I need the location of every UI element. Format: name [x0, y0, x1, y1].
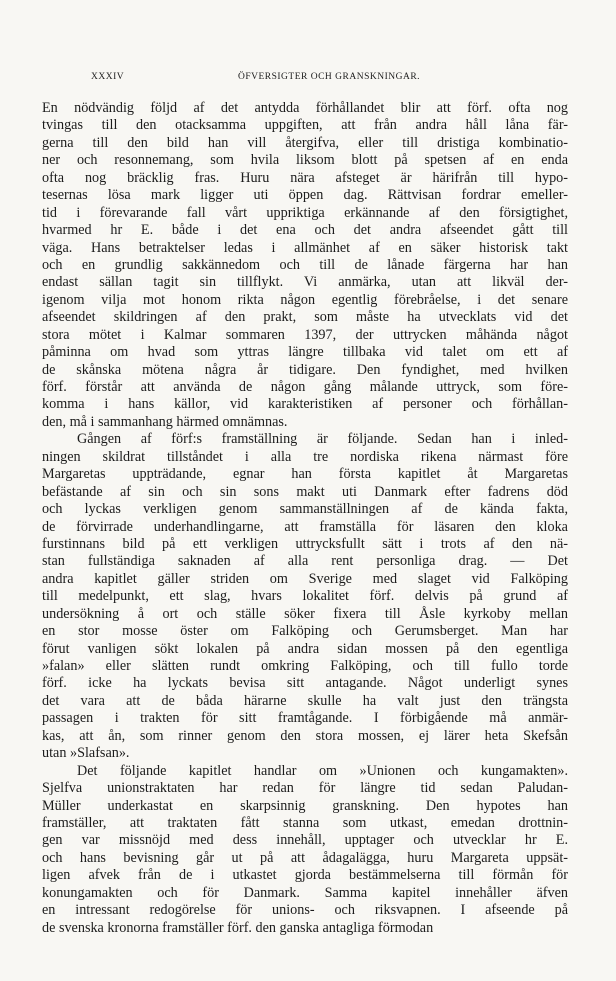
paragraph — [42, 100, 568, 431]
text-line: en intressant redogörelse för unions- och riksvapnen. I afseende på — [42, 902, 568, 919]
text-line: förf. förstår att använda de någon gång målande uttryck, som före- — [42, 379, 568, 395]
text-line: de förvirrade underhandlingarne, att framställa för läsaren den kloka — [42, 518, 568, 535]
text-line: Margaretas uppträdande, egnar han första kapitlet åt Margaretas — [42, 466, 568, 483]
text-line: och hans bevisning går ut på att ådagalägga, huru Margareta uppsät- — [42, 849, 568, 866]
text-line: tvingas till den otacksamma uppgiften, att från andra håll låna fär- — [42, 117, 568, 134]
text-line: undersökning å ort och ställe söker fixera till Åsle kyrkoby mellan — [42, 605, 568, 622]
text-line: andra kapitlet gäller striden om Sverige med slaget vid Falköping — [42, 570, 568, 587]
text-line: och en grundlig sakkännedom och till de lånade färgerna har han — [42, 256, 568, 273]
text-line: Müller underkastat en skarpsinnig granskning. Den hypotes han — [42, 797, 568, 814]
paragraph — [42, 431, 568, 762]
paragraph — [42, 763, 568, 937]
text-line: en stor mosse öster om Falköping och Gerumsberget. Man har — [42, 623, 568, 640]
text-line: gerna till den bild han vill återgifva, eller till dristiga kombinatio- — [42, 134, 568, 151]
text-line: passagen i trakten för sitt framtågande. I förbigående må anmär- — [42, 710, 568, 727]
text-line: framställer, att traktaten fått stanna som utkast, emedan drottnin- — [42, 814, 568, 831]
text-line: konungamakten och för Danmark. Samma kapitel innehåller äfven — [42, 884, 568, 901]
text-line: påminna om hvad som yttras längre tillbaka vid talet om ett af — [42, 344, 568, 361]
text-body — [42, 100, 568, 937]
text-line: och lyckas verkligen genom sammanställningen af de kända fakta, — [42, 501, 568, 518]
text-line: komma i hans källor, vid karakteristiken af personer och förhållan- — [42, 396, 568, 413]
text-line: de svenska kronorna framställer förf. den ganska antagliga förmodan — [42, 919, 434, 936]
text-line: ner och resonnemang, som hvila liksom blott på spetsen af en enda — [42, 152, 568, 169]
text-line: den, må i sammanhang härmed omnämnas. — [42, 413, 288, 430]
text-line: befästande af sin och sin sons makt uti Danmark efter fadrens död — [42, 483, 568, 500]
text-line: till medelpunkt, ett slag, hvars lokalitet förf. delvis på grund af — [42, 588, 568, 605]
text-line: En nödvändig följd af det antydda förhållandet blir att förf. ofta nog — [42, 100, 568, 116]
text-line: stora mötet i Kalmar sommaren 1397, der uttrycken måhända något — [42, 326, 568, 343]
text-line: Gången af förf:s framställning är följande. Sedan han i inled- — [77, 431, 568, 448]
text-line: gen var missnöjd med dess innehåll, upptager och utvecklar hr E. — [42, 832, 568, 849]
text-line: hvarmed hr E. både i det ena och det andra afseendet gått till — [42, 222, 568, 239]
text-line: Sjelfva unionstraktaten har redan för längre tid sedan Paludan- — [42, 780, 568, 797]
text-line: ningen skildrat tillståndet i alla tre nordiska rikena närmast före — [42, 448, 568, 465]
text-line: furstinnans bild på ett verkligen uttrycksfullt sätt i trots af den nä- — [42, 535, 568, 552]
text-line: igenom vilja mot honom rikta någon egentlig förebråelse, i det senare — [42, 291, 568, 308]
text-line: förut vanligen sökt lokalen på andra sidan mossen på den egentliga — [42, 640, 568, 657]
text-line: tid i förevarande fall vårt uppriktiga erkännande af den försigtighet, — [42, 204, 568, 221]
text-line: utan »Slafsan». — [42, 745, 130, 762]
text-line: det vara att de båda härarne skulle ha valt just den trängsta — [42, 692, 568, 709]
page-header — [91, 72, 567, 86]
text-line: Det följande kapitlet handlar om »Unionen och kungamakten». — [77, 762, 568, 779]
text-line: kas, att ån, som rinner genom den stora mossen, ej lärer heta Skefsån — [42, 727, 568, 744]
running-title: ÖFVERSIGTER OCH GRANSKNINGAR. — [237, 72, 421, 82]
text-line: väga. Hans betraktelser ledas i allmänhet af en säker historisk takt — [42, 239, 568, 256]
text-line: endast sällan tagit sin tillflykt. Vi anmärka, utan att likväl der- — [42, 274, 568, 291]
text-line: ofta nog bräcklig fras. Huru nära afsteget är härifrån till hypo- — [42, 169, 568, 186]
page-number: XXXIV — [91, 72, 125, 82]
text-line: de skånska mötena några år tidigare. Den fyndighet, med hvilken — [42, 361, 568, 378]
text-line: ligen afvek från de i utkastet gjorda bestämmelserna till förmån för — [42, 867, 568, 884]
text-line: förf. icke ha lyckats bevisa sitt antagande. Något underligt synes — [42, 675, 568, 692]
text-line: afseendet skildringen af den prakt, som måste ha utvecklats vid det — [42, 309, 568, 326]
text-line: stan fullständiga saknaden af alla rent personliga drag. — Det — [42, 553, 568, 570]
text-line: tesernas lösa mark ligger uti öppen dag. Rättvisan fordrar emeller- — [42, 187, 568, 204]
text-line: »falan» eller slätten rundt omkring Falköping, och till fullo torde — [42, 658, 568, 674]
